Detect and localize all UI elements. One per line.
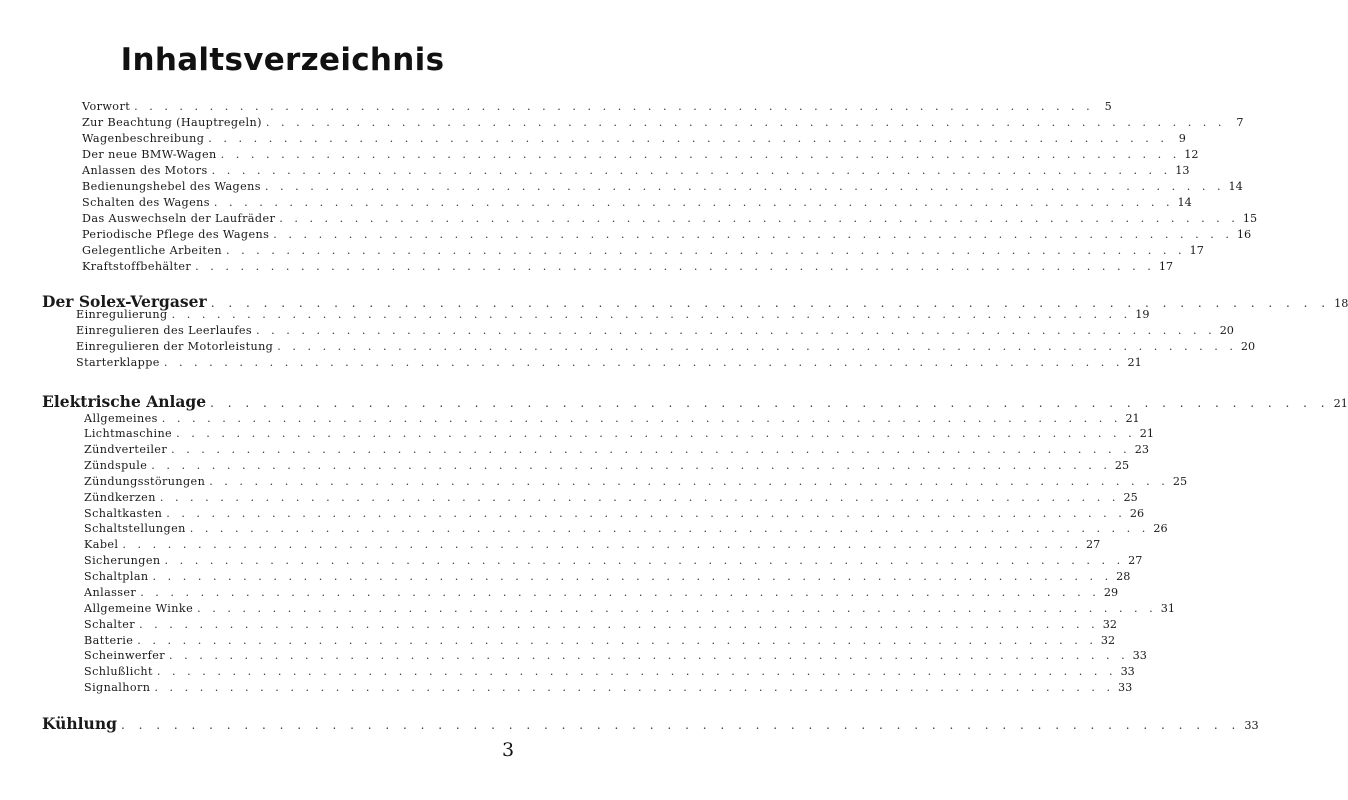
dot-leader: . . . . . . . . . . . . . . . . . . . . . . . . . . . . . . . . . . . . . . . . . . . . . . . . . . . . . . . . . . . . . . . . — [120, 718, 1241, 732]
toc-entry — [84, 507, 1145, 521]
dot-leader: . . . . . . . . . . . . . . . . . . . . . . . . . . . . . . . . . . . . . . . . . . . . . . . . . . . . . . . . . . . . . . . . — [137, 634, 1097, 647]
toc-entry-label: Schalter — [84, 618, 136, 631]
toc-entry-label: Kabel — [84, 538, 119, 551]
dot-leader: . . . . . . . . . . . . . . . . . . . . . . . . . . . . . . . . . . . . . . . . . . . . . . . . . . . . . . . . . . . . . . . . — [256, 324, 1216, 337]
section-heading-page: 21 — [1333, 397, 1348, 410]
toc-entry-page: 33 — [1118, 681, 1133, 694]
toc-entry-page: 32 — [1102, 618, 1117, 631]
toc-entry-page: 27 — [1128, 554, 1143, 567]
toc-entry-label: Starterklappe — [76, 356, 160, 369]
section-heading-label: Kühlung — [42, 714, 117, 733]
dot-leader: . . . . . . . . . . . . . . . . . . . . . . . . . . . . . . . . . . . . . . . . . . . . . . . . . . . . . . . . . . . . . . . . — [279, 212, 1239, 225]
toc-entry-page: 21 — [1125, 412, 1140, 425]
toc-entry-page: 32 — [1100, 634, 1116, 647]
toc-entry-label: Schaltstellungen — [84, 522, 186, 535]
toc-entry-page: 33 — [1132, 649, 1147, 662]
toc-entry-page: 29 — [1103, 586, 1119, 599]
dot-leader: . . . . . . . . . . . . . . . . . . . . . . . . . . . . . . . . . . . . . . . . . . . . . . . . . . . . . . . . . . . . . . . . — [161, 412, 1122, 425]
dot-leader: . . . . . . . . . . . . . . . . . . . . . . . . . . . . . . . . . . . . . . . . . . . . . . . . . . . . . . . . . . . . . . . . — [134, 100, 1094, 113]
toc-entry-label: Zündungsstörungen — [84, 475, 206, 488]
toc-entry-label: Bedienungshebel des Wagens — [82, 180, 261, 193]
toc-entry-page: 31 — [1160, 602, 1175, 615]
toc-entry — [76, 340, 1256, 354]
dot-leader: . . . . . . . . . . . . . . . . . . . . . . . . . . . . . . . . . . . . . . . . . . . . . . . . . . . . . . . . . . . . . . . . — [152, 570, 1113, 583]
dot-leader: . . . . . . . . . . . . . . . . . . . . . . . . . . . . . . . . . . . . . . . . . . . . . . . . . . . . . . . . . . . . . . . . — [139, 618, 1099, 631]
section-heading — [42, 392, 1348, 413]
toc-entry-page: 16 — [1236, 228, 1252, 241]
toc-entry — [84, 634, 1116, 648]
dot-leader: . . . . . . . . . . . . . . . . . . . . . . . . . . . . . . . . . . . . . . . . . . . . . . . . . . . . . . . . . . . . . . . . — [140, 586, 1100, 599]
toc-entry-label: Einregulieren des Leerlaufes — [76, 324, 253, 337]
toc-entry-page: 9 — [1178, 132, 1186, 145]
toc-entry-page: 25 — [1123, 491, 1138, 504]
toc-entry-page: 33 — [1120, 665, 1135, 678]
toc-entry — [84, 681, 1133, 695]
dot-leader: . . . . . . . . . . . . . . . . . . . . . . . . . . . . . . . . . . . . . . . . . . . . . . . . . . . . . . . . . . . . . . . . — [220, 148, 1181, 161]
dot-leader: . . . . . . . . . . . . . . . . . . . . . . . . . . . . . . . . . . . . . . . . . . . . . . . . . . . . . . . . . . . . . . . . — [197, 602, 1157, 615]
dot-leader: . . . . . . . . . . . . . . . . . . . . . . . . . . . . . . . . . . . . . . . . . . . . . . . . . . . . . . . . . . . . . . . . — [156, 665, 1117, 678]
dot-leader: . . . . . . . . . . . . . . . . . . . . . . . . . . . . . . . . . . . . . . . . . . . . . . . . . . . . . . . . . . . . . . . . — [210, 396, 1330, 410]
toc-entry-label: Wagenbeschreibung — [82, 132, 205, 145]
section-heading-label: Der Solex-Vergaser — [42, 292, 207, 311]
toc-entry — [82, 180, 1243, 194]
toc-entry — [84, 586, 1119, 600]
toc-entry — [84, 412, 1140, 426]
toc-entry — [84, 554, 1143, 568]
toc-entry-label: Periodische Pflege des Wagens — [82, 228, 270, 241]
toc-entry-label: Allgemeines — [84, 412, 158, 425]
toc-entry-page: 5 — [1104, 100, 1112, 113]
toc-entry-label: Anlasser — [84, 586, 137, 599]
toc-entry-page: 21 — [1139, 427, 1154, 440]
toc-entry-page: 25 — [1172, 475, 1188, 488]
toc-entry-page: 17 — [1189, 244, 1204, 257]
toc-entry-page: 25 — [1114, 459, 1130, 472]
toc-entry — [84, 538, 1101, 552]
toc-entry — [84, 602, 1175, 616]
toc-entry — [82, 212, 1258, 226]
toc-entry-label: Schaltkasten — [84, 507, 163, 520]
toc-entry — [82, 260, 1174, 274]
toc-entry — [84, 649, 1147, 663]
toc-entry-page: 20 — [1240, 340, 1256, 353]
page-number: 3 — [502, 739, 515, 761]
toc-entry — [82, 148, 1199, 162]
toc-entry-label: Schalten des Wagens — [82, 196, 210, 209]
toc-entry — [84, 443, 1149, 457]
dot-leader: . . . . . . . . . . . . . . . . . . . . . . . . . . . . . . . . . . . . . . . . . . . . . . . . . . . . . . . . . . . . . . . . — [169, 649, 1129, 662]
toc-entry — [76, 356, 1142, 370]
toc-entry-page: 20 — [1219, 324, 1234, 337]
dot-leader: . . . . . . . . . . . . . . . . . . . . . . . . . . . . . . . . . . . . . . . . . . . . . . . . . . . . . . . . . . . . . . . . — [209, 475, 1169, 488]
dot-leader: . . . . . . . . . . . . . . . . . . . . . . . . . . . . . . . . . . . . . . . . . . . . . . . . . . . . . . . . . . . . . . . . — [164, 554, 1125, 567]
toc-entry-label: Zündspule — [84, 459, 148, 472]
toc-entry — [82, 244, 1204, 258]
toc-entry — [82, 196, 1192, 210]
toc-entry — [84, 491, 1138, 505]
toc-entry — [84, 427, 1154, 441]
toc-entry-label: Einregulierung — [76, 308, 168, 321]
toc-entry-label: Das Auswechseln der Laufräder — [82, 212, 276, 225]
toc-entry-page: 7 — [1236, 116, 1244, 129]
toc-entry-label: Der neue BMW-Wagen — [82, 148, 217, 161]
toc-entry-page: 14 — [1177, 196, 1192, 209]
toc-entry-label: Anlassen des Motors — [82, 164, 208, 177]
toc-entry-label: Batterie — [84, 634, 134, 647]
toc-entry-label: Signalhorn — [84, 681, 151, 694]
toc-entry — [84, 522, 1168, 536]
section-heading — [42, 714, 1259, 735]
toc-entry-label: Allgemeine Winke — [84, 602, 194, 615]
toc-entry — [84, 665, 1135, 679]
section-heading-page: 18 — [1334, 297, 1348, 310]
dot-leader: . . . . . . . . . . . . . . . . . . . . . . . . . . . . . . . . . . . . . . . . . . . . . . . . . . . . . . . . . . . . . . . . — [277, 340, 1237, 353]
toc-entry — [82, 164, 1190, 178]
section-heading-page: 33 — [1244, 719, 1259, 732]
dot-leader: . . . . . . . . . . . . . . . . . . . . . . . . . . . . . . . . . . . . . . . . . . . . . . . . . . . . . . . . . . . . . . . . — [225, 244, 1186, 257]
toc-entry-page: 26 — [1129, 507, 1145, 520]
toc-entry-label: Zündverteiler — [84, 443, 168, 456]
dot-leader: . . . . . . . . . . . . . . . . . . . . . . . . . . . . . . . . . . . . . . . . . . . . . . . . . . . . . . . . . . . . . . . . — [154, 681, 1114, 694]
toc-entry-page: 27 — [1086, 538, 1101, 551]
toc-entry-page: 21 — [1127, 356, 1142, 369]
dot-leader: . . . . . . . . . . . . . . . . . . . . . . . . . . . . . . . . . . . . . . . . . . . . . . . . . . . . . . . . . . . . . . . . — [195, 260, 1155, 273]
toc-entry — [84, 618, 1117, 632]
toc-entry — [76, 324, 1234, 338]
toc-entry-page: 12 — [1184, 148, 1199, 161]
toc-entry — [84, 570, 1131, 584]
dot-leader: . . . . . . . . . . . . . . . . . . . . . . . . . . . . . . . . . . . . . . . . . . . . . . . . . . . . . . . . . . . . . . . . — [213, 196, 1174, 209]
dot-leader: . . . . . . . . . . . . . . . . . . . . . . . . . . . . . . . . . . . . . . . . . . . . . . . . . . . . . . . . . . . . . . . . — [176, 427, 1136, 440]
dot-leader: . . . . . . . . . . . . . . . . . . . . . . . . . . . . . . . . . . . . . . . . . . . . . . . . . . . . . . . . . . . . . . . . — [171, 443, 1131, 456]
dot-leader: . . . . . . . . . . . . . . . . . . . . . . . . . . . . . . . . . . . . . . . . . . . . . . . . . . . . . . . . . . . . . . . . — [159, 491, 1120, 504]
toc-entry — [82, 228, 1252, 242]
dot-leader: . . . . . . . . . . . . . . . . . . . . . . . . . . . . . . . . . . . . . . . . . . . . . . . . . . . . . . . . . . . . . . . . — [210, 296, 1331, 310]
page-title: Inhaltsverzeichnis — [120, 42, 445, 78]
toc-entry-label: Zur Beachtung (Hauptregeln) — [82, 116, 262, 129]
toc-entry — [76, 308, 1150, 322]
toc-entry-page: 26 — [1153, 522, 1168, 535]
toc-entry-page: 15 — [1242, 212, 1258, 225]
toc-entry-label: Kraftstoffbehälter — [82, 260, 192, 273]
dot-leader: . . . . . . . . . . . . . . . . . . . . . . . . . . . . . . . . . . . . . . . . . . . . . . . . . . . . . . . . . . . . . . . . — [265, 116, 1226, 129]
dot-leader: . . . . . . . . . . . . . . . . . . . . . . . . . . . . . . . . . . . . . . . . . . . . . . . . . . . . . . . . . . . . . . . . — [171, 308, 1132, 321]
toc-entry — [82, 116, 1244, 130]
toc-entry — [84, 475, 1188, 489]
dot-leader: . . . . . . . . . . . . . . . . . . . . . . . . . . . . . . . . . . . . . . . . . . . . . . . . . . . . . . . . . . . . . . . . — [122, 538, 1083, 551]
toc-entry-label: Zündkerzen — [84, 491, 156, 504]
toc-entry-page: 17 — [1158, 260, 1174, 273]
toc-entry-label: Schaltplan — [84, 570, 149, 583]
dot-leader: . . . . . . . . . . . . . . . . . . . . . . . . . . . . . . . . . . . . . . . . . . . . . . . . . . . . . . . . . . . . . . . . — [163, 356, 1124, 369]
toc-entry-label: Sicherungen — [84, 554, 161, 567]
toc-entry-label: Gelegentliche Arbeiten — [82, 244, 222, 257]
toc-entry-page: 23 — [1134, 443, 1149, 456]
toc-entry-label: Schlußlicht — [84, 665, 153, 678]
toc-entry-page: 14 — [1228, 180, 1243, 193]
toc-entry-label: Lichtmaschine — [84, 427, 173, 440]
toc-entry-page: 13 — [1175, 164, 1190, 177]
toc-entry — [82, 100, 1112, 114]
dot-leader: . . . . . . . . . . . . . . . . . . . . . . . . . . . . . . . . . . . . . . . . . . . . . . . . . . . . . . . . . . . . . . . . — [264, 180, 1225, 193]
toc-entry-label: Scheinwerfer — [84, 649, 165, 662]
dot-leader: . . . . . . . . . . . . . . . . . . . . . . . . . . . . . . . . . . . . . . . . . . . . . . . . . . . . . . . . . . . . . . . . — [273, 228, 1233, 241]
toc-entry-label: Einregulieren der Motorleistung — [76, 340, 274, 353]
dot-leader: . . . . . . . . . . . . . . . . . . . . . . . . . . . . . . . . . . . . . . . . . . . . . . . . . . . . . . . . . . . . . . . . — [208, 132, 1168, 145]
toc-entry-page: 19 — [1135, 308, 1150, 321]
toc-entry-label: Vorwort — [82, 100, 131, 113]
dot-leader: . . . . . . . . . . . . . . . . . . . . . . . . . . . . . . . . . . . . . . . . . . . . . . . . . . . . . . . . . . . . . . . . — [151, 459, 1111, 472]
toc-entry-page: 28 — [1116, 570, 1131, 583]
toc-entry — [84, 459, 1130, 473]
toc-entry — [82, 132, 1186, 146]
dot-leader: . . . . . . . . . . . . . . . . . . . . . . . . . . . . . . . . . . . . . . . . . . . . . . . . . . . . . . . . . . . . . . . . — [166, 507, 1126, 520]
section-heading-label: Elektrische Anlage — [42, 392, 207, 411]
dot-leader: . . . . . . . . . . . . . . . . . . . . . . . . . . . . . . . . . . . . . . . . . . . . . . . . . . . . . . . . . . . . . . . . — [211, 164, 1172, 177]
dot-leader: . . . . . . . . . . . . . . . . . . . . . . . . . . . . . . . . . . . . . . . . . . . . . . . . . . . . . . . . . . . . . . . . — [189, 522, 1150, 535]
